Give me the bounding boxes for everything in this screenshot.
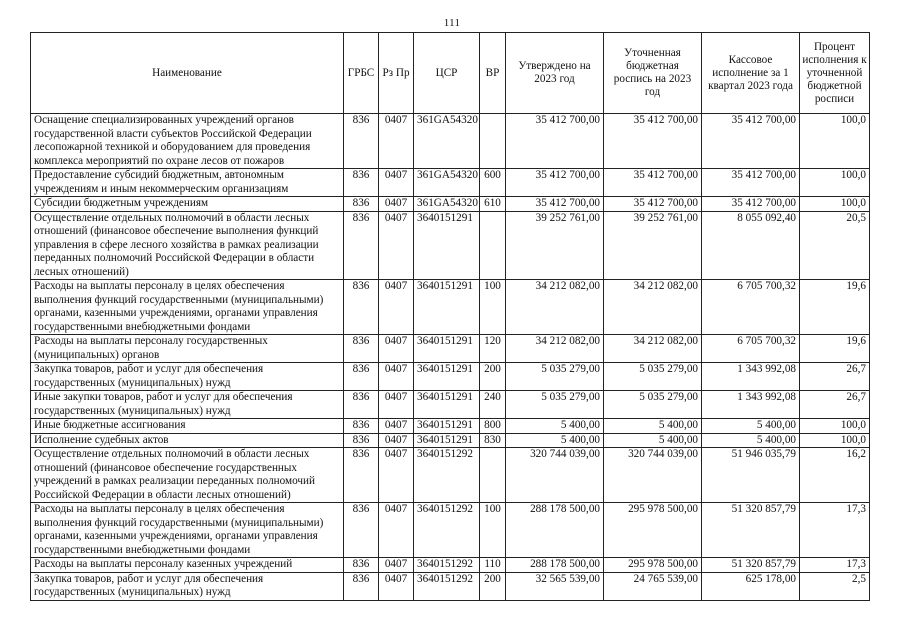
cell-approved: 35 412 700,00: [506, 114, 604, 169]
cell-cash: 35 412 700,00: [702, 114, 800, 169]
cell-cash: 6 705 700,32: [702, 280, 800, 335]
table-row: [31, 503, 870, 558]
cell-refined: 5 400,00: [604, 419, 702, 434]
cell-percent: 17,3: [800, 503, 870, 558]
cell-approved: 5 035 279,00: [506, 363, 604, 391]
cell-vr: [480, 448, 506, 503]
cell-approved: 34 212 082,00: [506, 280, 604, 335]
cell-percent: 2,5: [800, 572, 870, 600]
cell-vr: 800: [480, 419, 506, 434]
cell-grbs: 836: [344, 572, 379, 600]
cell-grbs: 836: [344, 448, 379, 503]
cell-rzpr: 0407: [379, 572, 414, 600]
cell-refined: 35 412 700,00: [604, 169, 702, 197]
column-header-vr: ВР: [480, 33, 506, 114]
cell-csr: 3640151291: [414, 433, 480, 448]
column-header-refined: Уточненная бюджетная роспись на 2023 год: [604, 33, 702, 114]
table-row: [31, 572, 870, 600]
cell-grbs: 836: [344, 391, 379, 419]
cell-name: Иные бюджетные ассигнования: [31, 419, 344, 434]
cell-rzpr: 0407: [379, 558, 414, 573]
cell-cash: 35 412 700,00: [702, 169, 800, 197]
cell-rzpr: 0407: [379, 433, 414, 448]
cell-name: Предоставление субсидий бюджетным, автономным учреждениям и иным некоммерческим организациям: [31, 169, 344, 197]
cell-name: Закупка товаров, работ и услуг для обеспечения государственных (муниципальных) нужд: [31, 572, 344, 600]
column-header-name: Наименование: [31, 33, 344, 114]
cell-percent: 26,7: [800, 363, 870, 391]
cell-csr: 3640151291: [414, 419, 480, 434]
table-row: [31, 335, 870, 363]
cell-cash: 1 343 992,08: [702, 391, 800, 419]
column-header-cash: Кассовое исполнение за 1 квартал 2023 года: [702, 33, 800, 114]
cell-cash: 625 178,00: [702, 572, 800, 600]
cell-csr: 3640151292: [414, 572, 480, 600]
cell-percent: 26,7: [800, 391, 870, 419]
cell-grbs: 836: [344, 169, 379, 197]
cell-vr: 100: [480, 503, 506, 558]
cell-csr: 3640151292: [414, 503, 480, 558]
cell-vr: 110: [480, 558, 506, 573]
cell-vr: 830: [480, 433, 506, 448]
cell-rzpr: 0407: [379, 448, 414, 503]
table-row: [31, 448, 870, 503]
cell-vr: [480, 211, 506, 280]
cell-grbs: 836: [344, 335, 379, 363]
cell-cash: 5 400,00: [702, 419, 800, 434]
cell-refined: 34 212 082,00: [604, 335, 702, 363]
cell-cash: 6 705 700,32: [702, 335, 800, 363]
cell-approved: 5 400,00: [506, 419, 604, 434]
cell-approved: 5 035 279,00: [506, 391, 604, 419]
table-row: [31, 197, 870, 212]
cell-name: Субсидии бюджетным учреждениям: [31, 197, 344, 212]
cell-rzpr: 0407: [379, 391, 414, 419]
cell-refined: 5 035 279,00: [604, 363, 702, 391]
cell-refined: 5 035 279,00: [604, 391, 702, 419]
cell-refined: 39 252 761,00: [604, 211, 702, 280]
cell-rzpr: 0407: [379, 197, 414, 212]
cell-percent: 100,0: [800, 169, 870, 197]
cell-vr: 600: [480, 169, 506, 197]
table-row: [31, 391, 870, 419]
cell-vr: 100: [480, 280, 506, 335]
column-header-csr: ЦСР: [414, 33, 480, 114]
column-header-approved: Утверждено на 2023 год: [506, 33, 604, 114]
table-row: [31, 558, 870, 573]
cell-refined: 35 412 700,00: [604, 197, 702, 212]
cell-rzpr: 0407: [379, 280, 414, 335]
header-row: [31, 33, 870, 114]
cell-cash: 8 055 092,40: [702, 211, 800, 280]
cell-name: Расходы на выплаты персоналу в целях обеспечения выполнения функций государственными (муниципальными) органами, казенными учреждениями, органами управления государственными внебюджетными фондами: [31, 280, 344, 335]
cell-vr: 200: [480, 572, 506, 600]
cell-refined: 295 978 500,00: [604, 503, 702, 558]
cell-cash: 5 400,00: [702, 433, 800, 448]
column-header-percent: Процент исполнения к уточненной бюджетной росписи: [800, 33, 870, 114]
cell-vr: [480, 114, 506, 169]
cell-name: Расходы на выплаты персоналу в целях обеспечения выполнения функций государственными (муниципальными) органами, казенными учреждениями, органами управления государственными внебюджетными фондами: [31, 503, 344, 558]
cell-rzpr: 0407: [379, 169, 414, 197]
cell-csr: 3640151292: [414, 558, 480, 573]
cell-rzpr: 0407: [379, 335, 414, 363]
cell-refined: 35 412 700,00: [604, 114, 702, 169]
cell-rzpr: 0407: [379, 114, 414, 169]
cell-grbs: 836: [344, 363, 379, 391]
cell-vr: 240: [480, 391, 506, 419]
cell-grbs: 836: [344, 197, 379, 212]
cell-csr: 3640151292: [414, 448, 480, 503]
cell-name: Исполнение судебных актов: [31, 433, 344, 448]
cell-csr: 361GA54320: [414, 197, 480, 212]
cell-grbs: 836: [344, 433, 379, 448]
cell-cash: 51 320 857,79: [702, 503, 800, 558]
cell-approved: 39 252 761,00: [506, 211, 604, 280]
cell-refined: 34 212 082,00: [604, 280, 702, 335]
cell-refined: 295 978 500,00: [604, 558, 702, 573]
cell-rzpr: 0407: [379, 419, 414, 434]
cell-vr: 200: [480, 363, 506, 391]
cell-csr: 3640151291: [414, 280, 480, 335]
cell-approved: 35 412 700,00: [506, 197, 604, 212]
cell-csr: 3640151291: [414, 211, 480, 280]
cell-grbs: 836: [344, 211, 379, 280]
table-row: [31, 433, 870, 448]
cell-approved: 288 178 500,00: [506, 558, 604, 573]
cell-name: Иные закупки товаров, работ и услуг для обеспечения государственных (муниципальных) нужд: [31, 391, 344, 419]
cell-csr: 3640151291: [414, 391, 480, 419]
cell-grbs: 836: [344, 114, 379, 169]
cell-percent: 16,2: [800, 448, 870, 503]
cell-percent: 17,3: [800, 558, 870, 573]
cell-refined: 320 744 039,00: [604, 448, 702, 503]
cell-cash: 51 946 035,79: [702, 448, 800, 503]
cell-grbs: 836: [344, 280, 379, 335]
cell-approved: 288 178 500,00: [506, 503, 604, 558]
page-number: 111: [443, 17, 461, 29]
cell-vr: 120: [480, 335, 506, 363]
column-header-rzpr: Рз Пр: [379, 33, 414, 114]
table-row: [31, 114, 870, 169]
cell-name: Расходы на выплаты персоналу казенных учреждений: [31, 558, 344, 573]
cell-vr: 610: [480, 197, 506, 212]
cell-csr: 361GA54320: [414, 114, 480, 169]
cell-refined: 24 765 539,00: [604, 572, 702, 600]
cell-name: Закупка товаров, работ и услуг для обеспечения государственных (муниципальных) нужд: [31, 363, 344, 391]
cell-cash: 51 320 857,79: [702, 558, 800, 573]
cell-percent: 100,0: [800, 197, 870, 212]
cell-percent: 100,0: [800, 114, 870, 169]
table-row: [31, 211, 870, 280]
cell-approved: 35 412 700,00: [506, 169, 604, 197]
table-row: [31, 363, 870, 391]
cell-approved: 320 744 039,00: [506, 448, 604, 503]
cell-cash: 35 412 700,00: [702, 197, 800, 212]
table-row: [31, 169, 870, 197]
cell-rzpr: 0407: [379, 503, 414, 558]
column-header-grbs: ГРБС: [344, 33, 379, 114]
cell-rzpr: 0407: [379, 363, 414, 391]
budget-table: [30, 32, 870, 601]
cell-refined: 5 400,00: [604, 433, 702, 448]
cell-cash: 1 343 992,08: [702, 363, 800, 391]
table-row: [31, 419, 870, 434]
cell-csr: 361GA54320: [414, 169, 480, 197]
cell-approved: 5 400,00: [506, 433, 604, 448]
cell-name: Осуществление отдельных полномочий в области лесных отношений (финансовое обеспечение выполнения функций управления в сфере лесного хозяйства в рамках реализации переданных полномочий Российской Федерации в области лесных отношений): [31, 211, 344, 280]
cell-percent: 20,5: [800, 211, 870, 280]
cell-percent: 100,0: [800, 419, 870, 434]
cell-rzpr: 0407: [379, 211, 414, 280]
cell-grbs: 836: [344, 419, 379, 434]
cell-approved: 32 565 539,00: [506, 572, 604, 600]
cell-percent: 19,6: [800, 280, 870, 335]
cell-name: Оснащение специализированных учреждений органов государственной власти субъектов Российской Федерации лесопожарной техникой и оборудованием для проведения комплекса мероприятий по охране лесов от пожаров: [31, 114, 344, 169]
table-row: [31, 280, 870, 335]
cell-grbs: 836: [344, 558, 379, 573]
cell-grbs: 836: [344, 503, 379, 558]
cell-percent: 100,0: [800, 433, 870, 448]
cell-name: Расходы на выплаты персоналу государственных (муниципальных) органов: [31, 335, 344, 363]
cell-approved: 34 212 082,00: [506, 335, 604, 363]
cell-csr: 3640151291: [414, 363, 480, 391]
cell-percent: 19,6: [800, 335, 870, 363]
cell-name: Осуществление отдельных полномочий в области лесных отношений (финансовое обеспечение государственных учреждений в рамках реализации переданных полномочий Российской Федерации в области лесных отношений): [31, 448, 344, 503]
cell-csr: 3640151291: [414, 335, 480, 363]
